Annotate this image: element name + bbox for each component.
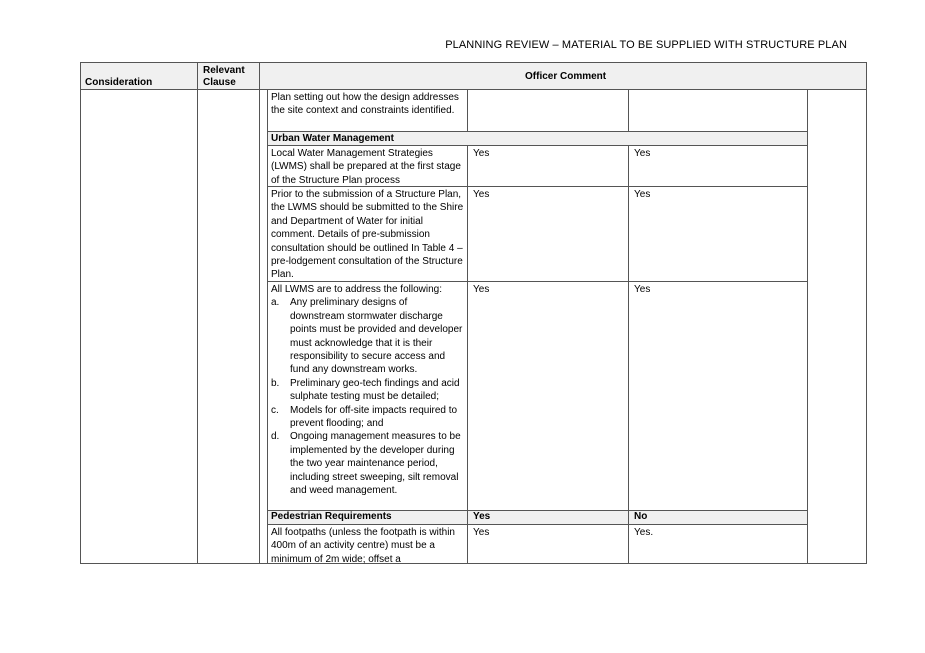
- row-status-1: Yes: [468, 511, 629, 524]
- list-item-text: Ongoing management measures to be implemented by the developer during the two year maintenance period, including street sweeping, silt removal and weed management.: [290, 431, 461, 497]
- list-item: [271, 377, 464, 404]
- row-status-2: Yes.: [634, 527, 654, 538]
- table-row: [268, 282, 807, 511]
- list-item: [271, 430, 464, 497]
- row-status-2: Yes: [634, 148, 651, 159]
- page-header: PLANNING REVIEW – MATERIAL TO BE SUPPLIED WITH STRUCTURE PLAN: [445, 39, 847, 51]
- list-marker: b.: [271, 377, 280, 389]
- table-row: [268, 525, 807, 564]
- column-divider-2: [259, 63, 260, 563]
- row-status-1: [468, 90, 629, 131]
- row-status-1: Yes: [468, 187, 629, 281]
- list-intro: All LWMS are to address the following:: [271, 284, 443, 295]
- list-item: [271, 404, 464, 431]
- list-marker: d.: [271, 431, 280, 443]
- row-status-2: [629, 90, 809, 131]
- table-row: [268, 90, 807, 132]
- review-table: [80, 62, 867, 564]
- row-status-2: No: [634, 511, 648, 522]
- officer-comment-subtable: [267, 90, 808, 564]
- row-status-2: Yes: [634, 284, 651, 295]
- row-text-list: [268, 282, 468, 510]
- row-status-1: Yes: [468, 282, 629, 510]
- list-item-text: Preliminary geo-tech findings and acid sulphate testing must be detailed;: [290, 377, 460, 403]
- row-text: Prior to the submission of a Structure Plan, the LWMS should be submitted to the Shire and Department of Water for initial comment. Details of pre-submission consultation should be outlined In Table 4 – pre-lodgement consultation of the Structure Plan.: [268, 187, 468, 281]
- row-status-1: Yes: [468, 146, 629, 186]
- list-marker: c.: [271, 404, 279, 416]
- list-item-text: Models for off-site impacts required to prevent flooding; and: [290, 404, 458, 430]
- table-header-row: [81, 63, 866, 90]
- row-status-1: Yes: [468, 525, 629, 563]
- table-row: [268, 146, 807, 187]
- column-divider-1: [197, 63, 198, 563]
- row-text: Plan setting out how the design addresses the site context and constraints identified.: [268, 90, 468, 131]
- row-text: All footpaths (unless the footpath is within 400m of an activity centre) must be a minimum of 2m wide; offset a: [268, 525, 468, 563]
- header-consideration: Consideration: [85, 77, 153, 88]
- row-status-2: Yes: [634, 189, 651, 200]
- list-item: [271, 296, 464, 376]
- row-text: Local Water Management Strategies (LWMS) shall be prepared at the first stage of the Structure Plan process: [268, 146, 468, 186]
- table-row: [268, 187, 807, 282]
- header-officer-comment: Officer Comment: [525, 71, 607, 82]
- section-title: Pedestrian Requirements: [268, 511, 468, 524]
- list-item-text: Any preliminary designs of downstream stormwater discharge points must be provided and developer must acknowledge that it is their responsibility to secure access and fund any downstream works.: [290, 297, 463, 376]
- list-marker: a.: [271, 297, 280, 309]
- section-row-pedestrian: [268, 511, 807, 525]
- section-row-urban-water: [268, 132, 807, 146]
- header-relevant-clause: Relevant Clause: [203, 65, 245, 88]
- section-title: Urban Water Management: [271, 133, 394, 144]
- requirement-list: [271, 296, 464, 497]
